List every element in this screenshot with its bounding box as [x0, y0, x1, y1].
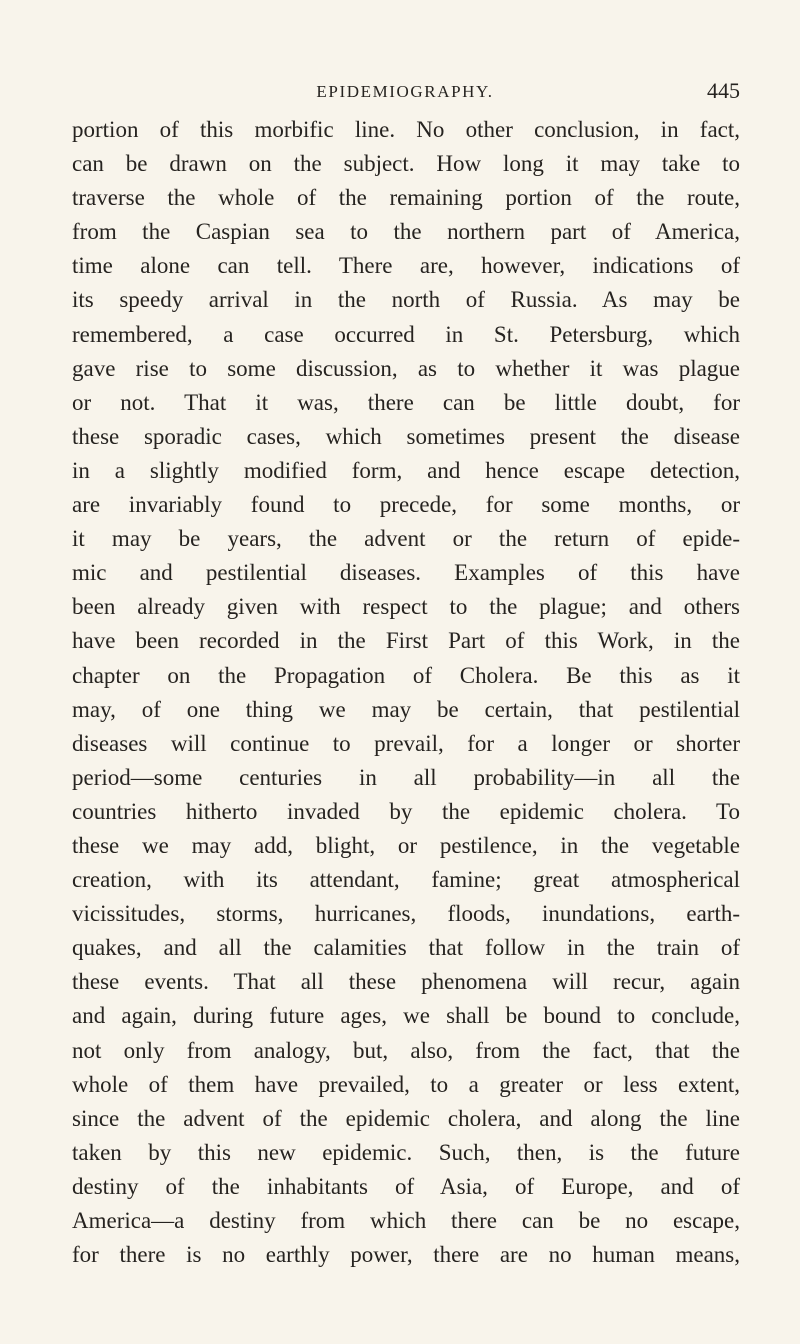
- text-line: quakes, and all the calamities that follow in the train of: [72, 935, 740, 961]
- text-line: have been recorded in the First Part of this Work, in the: [72, 628, 740, 654]
- text-line: from the Caspian sea to the northern part of America,: [72, 219, 740, 245]
- text-line: and again, during future ages, we shall be bound to conclude,: [72, 1003, 740, 1029]
- text-line: these sporadic cases, which sometimes present the disease: [72, 423, 740, 449]
- text-line: creation, with its attendant, famine; great atmospherical: [72, 867, 740, 893]
- text-line: traverse the whole of the remaining portion of the route,: [72, 185, 740, 211]
- text-line: may, of one thing we may be certain, that pestilential: [72, 696, 740, 722]
- text-line: time alone can tell. There are, however, indications of: [72, 253, 740, 279]
- text-line: America—a destiny from which there can be no escape,: [72, 1208, 740, 1233]
- text-line: countries hitherto invaded by the epidemic cholera. To: [72, 798, 740, 824]
- page-number: 445: [707, 78, 740, 103]
- text-line: its speedy arrival in the north of Russia. As may be: [72, 287, 740, 313]
- text-line: diseases will continue to prevail, for a longer or shorter: [72, 730, 740, 756]
- text-line: in a slightly modified form, and hence escape detection,: [72, 457, 740, 483]
- text-line: are invariably found to precede, for some months, or: [72, 492, 740, 518]
- text-line: it may be years, the advent or the return of epide-: [72, 526, 740, 552]
- text-line: mic and pestilential diseases. Examples of this have: [72, 560, 740, 586]
- text-line: vicissitudes, storms, hurricanes, floods, inundations, earth-: [72, 901, 740, 927]
- text-line: for there is no earthly power, there are no human means,: [72, 1242, 740, 1268]
- body-text: [72, 113, 740, 1272]
- text-line: these events. That all these phenomena will recur, again: [72, 969, 740, 995]
- text-line: gave rise to some discussion, as to whether it was plague: [72, 355, 740, 381]
- text-line: portion of this morbific line. No other conclusion, in fact,: [72, 117, 740, 142]
- text-line: or not. That it was, there can be little doubt, for: [72, 389, 740, 415]
- text-line: taken by this new epidemic. Such, then, is the future: [72, 1139, 740, 1165]
- text-line: can be drawn on the subject. How long it may take to: [72, 151, 740, 177]
- text-line: since the advent of the epidemic cholera, and along the line: [72, 1105, 740, 1131]
- text-line: destiny of the inhabitants of Asia, of Europe, and of: [72, 1173, 740, 1199]
- text-line: not only from analogy, but, also, from the fact, that the: [72, 1037, 740, 1063]
- running-header: [70, 78, 740, 108]
- text-line: chapter on the Propagation of Cholera. Be this as it: [72, 662, 740, 688]
- text-line: period—some centuries in all probability—in all the: [72, 764, 740, 790]
- text-line: whole of them have prevailed, to a greater or less extent,: [72, 1071, 740, 1097]
- text-line: been already given with respect to the plague; and others: [72, 594, 740, 620]
- running-title: EPIDEMIOGRAPHY.: [316, 82, 494, 101]
- text-line: these we may add, blight, or pestilence, in the vegetable: [72, 832, 740, 858]
- text-line: remembered, a case occurred in St. Petersburg, which: [72, 321, 740, 347]
